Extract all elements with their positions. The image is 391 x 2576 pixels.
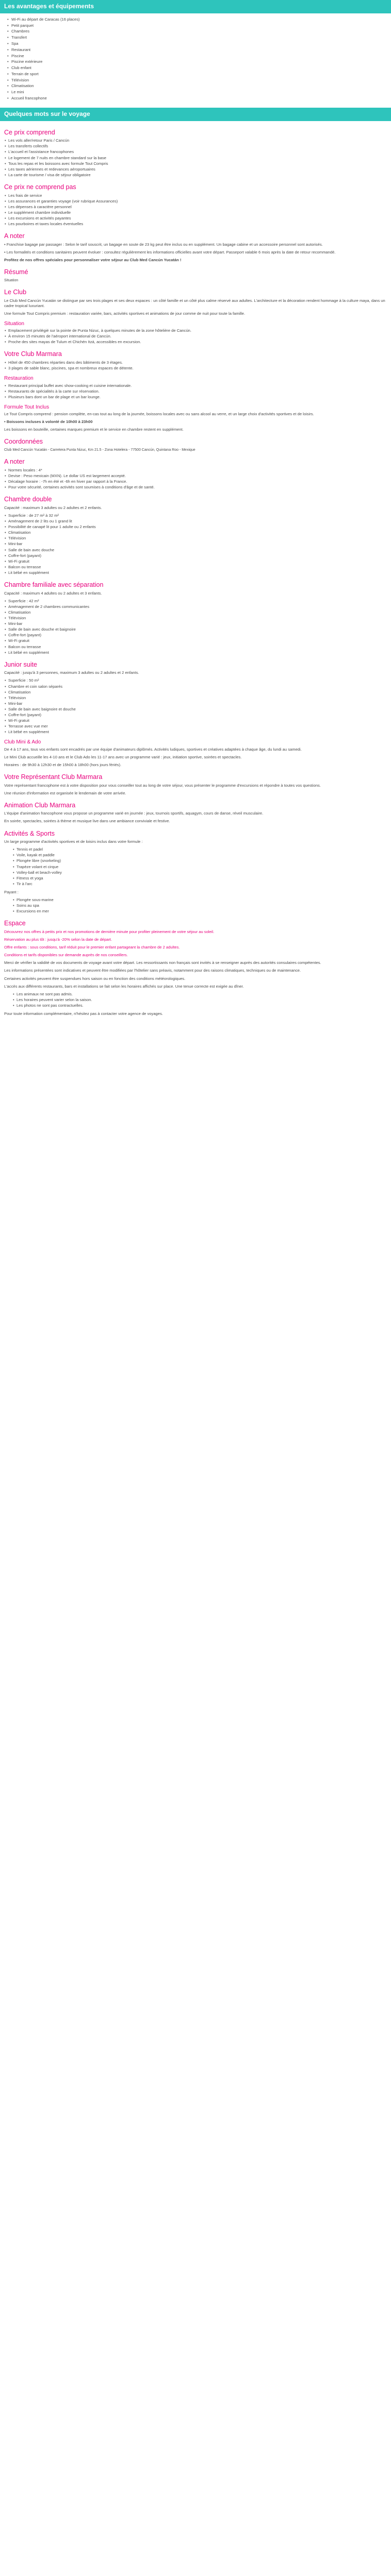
note-luggage: • Franchise bagage par passager : Selon le tarif souscrit, un bagage en soute de 23 kg peut être inclus ou en supplément. Un bagage cabine et un accessoire personnel sont autorisés.	[4, 242, 323, 247]
list-item: • Wi-Fi gratuit	[4, 718, 387, 723]
list-item: • Fitness et yoga	[12, 876, 387, 881]
activities-paid-list	[12, 897, 387, 914]
list-item: • Salle de bain avec baignoire et douche	[4, 707, 387, 712]
activities-intro: Un large programme d'activités sportives et de loisirs inclus dans votre formule :	[4, 839, 143, 844]
all-inclusive-text-2: • Boissons incluses à volonté de 10h00 à 23h00	[4, 419, 93, 425]
info-text-1: Merci de vérifier la validité de vos documents de voyage avant votre départ. Les ressortissants non français sont invités à se renseigner auprès des autorités consulaires compétentes.	[4, 960, 321, 965]
equipment-section	[0, 13, 391, 108]
list-item: • Les pourboires et taxes locales éventuelles	[4, 222, 387, 227]
section-title-activities: Activités & Sports	[4, 829, 55, 837]
list-item: • Les transferts collectifs	[4, 144, 387, 149]
list-item: • Lit bébé en supplément	[4, 650, 387, 655]
activities-list	[12, 847, 387, 887]
equipment-item: • Télévision	[7, 77, 387, 83]
list-item: • Climatisation	[4, 530, 387, 535]
list-item: • Mini-bar	[4, 541, 387, 547]
equipment-item: • Wi-Fi au départ de Caracas (16 places)	[7, 16, 387, 23]
offers-text-2: Réservation au plus tôt : jusqu'à -20% selon la date de départ.	[4, 937, 112, 942]
list-item: • Le supplément chambre individuelle	[4, 210, 387, 215]
list-item: • Trapèze volant et cirque	[12, 865, 387, 870]
list-item: • Décalage horaire : -7h en été et -6h en hiver par rapport à la France.	[4, 479, 387, 484]
list-item: • Chambre et coin salon séparés	[4, 684, 387, 689]
list-item: • Emplacement privilégié sur la pointe de Punta Nizuc, à quelques minutes de la zone hôtelière de Cancún.	[4, 328, 387, 333]
your-club-list	[4, 360, 387, 371]
list-item: • Tennis et padel	[12, 847, 387, 852]
section-title-your-club: Votre Club Marmara	[4, 350, 62, 358]
section-title-family-room: Chambre familiale avec séparation	[4, 581, 104, 589]
list-item: • Excursions en mer	[12, 909, 387, 914]
list-item: • Climatisation	[4, 610, 387, 615]
double-room-list	[4, 513, 387, 575]
list-item: • Restaurants de spécialités à la carte sur réservation.	[4, 389, 387, 394]
list-item: • Pour votre sécurité, certaines activités sont soumises à conditions d'âge et de santé.	[4, 485, 387, 490]
list-item: • Devise : Peso mexicain (MXN). Le dollar US est largement accepté.	[4, 473, 387, 479]
list-item: • Wi-Fi gratuit	[4, 638, 387, 643]
kids-club-text-2: Le Mini Club accueille les 4-10 ans et le Club Ado les 11-17 ans avec un programme varié : jeux, initiation sportive, soirées et spectacles.	[4, 754, 242, 759]
section-title-double-room: Chambre double	[4, 496, 52, 503]
list-item: • Hôtel de 450 chambres réparties dans des bâtiments de 3 étages.	[4, 360, 387, 365]
equipment-banner: Les avantages et équipements	[0, 0, 391, 13]
list-item: • Les animaux ne sont pas admis.	[12, 992, 387, 997]
page	[0, 0, 391, 1032]
equipment-list	[4, 16, 387, 101]
list-item: • Balcon ou terrasse	[4, 565, 387, 570]
section-title-price-excludes: Ce prix ne comprend pas	[4, 183, 76, 191]
contact-address: Club Med Cancún Yucatán - Carretera Punta Nizuc, Km 21.5 - Zona Hotelera - 77500 Cancún, Quintana Roo - Mexique	[4, 448, 196, 452]
list-item: • Volley-ball et beach-volley	[12, 870, 387, 875]
section-title-kids-club: Club Mini & Ado	[4, 739, 41, 745]
list-item: • Superficie : 50 m²	[4, 678, 387, 683]
equipment-item: • Petit parquet	[7, 23, 387, 29]
representative-text-2: Une réunion d'information est organisée le lendemain de votre arrivée.	[4, 790, 126, 795]
list-item: • Télévision	[4, 696, 387, 701]
list-item: • L'accueil et l'assistance francophones	[4, 149, 387, 155]
list-item: • Superficie : 42 m²	[4, 599, 387, 604]
family-room-capacity: Capacité : maximum 4 adultes ou 2 adultes et 3 enfants.	[4, 590, 102, 596]
list-item: • 3 plages de sable blanc, piscines, spa et nombreux espaces de détente.	[4, 366, 387, 371]
section-title-summary: Résumé	[4, 268, 28, 276]
list-item: • Aménagement de 2 chambres communicantes	[4, 604, 387, 609]
list-item: • Superficie : de 27 m² à 32 m²	[4, 513, 387, 518]
double-room-capacity: Capacité : maximum 3 adultes ou 2 adultes et 2 enfants.	[4, 505, 102, 510]
all-inclusive-text-3: Les boissons en bouteille, certaines marques premium et le service en chambre restent en supplément.	[4, 427, 184, 432]
list-item: • Salle de bain avec douche	[4, 548, 387, 553]
section-title-note: A noter	[4, 232, 25, 240]
all-inclusive-text-1: Le Tout Compris comprend : pension complète, en-cas tout au long de la journée, boissons locales avec ou sans alcool au verre, et un large choix d'activités sportives et de loisirs.	[4, 412, 314, 417]
list-item: • Possibilité de canapé lit pour 1 adulte ou 2 enfants	[4, 524, 387, 530]
contact-text: Pour toute information complémentaire, n'hésitez pas à contacter votre agence de voyages.	[4, 1011, 163, 1016]
section-title-restaurant: Restauration	[4, 376, 34, 382]
list-item: • Soins au spa	[12, 903, 387, 908]
section-title-junior-suite: Junior suite	[4, 660, 37, 668]
list-item: • Tous les repas et les boissons avec formule Tout Compris	[4, 161, 387, 166]
list-item: • Coffre-fort (payant)	[4, 633, 387, 638]
equipment-item: • Accueil francophone	[7, 95, 387, 101]
list-item: • Plusieurs bars dont un bar de plage et un bar lounge.	[4, 395, 387, 400]
equipment-item: • Transfert	[7, 35, 387, 41]
equipment-item: • Piscine extérieure	[7, 59, 387, 65]
family-room-list	[4, 599, 387, 655]
section-title-club: Le Club	[4, 288, 27, 296]
list-item: • À environ 15 minutes de l'aéroport international de Cancún.	[4, 334, 387, 339]
kids-club-text-3: Horaires : de 9h30 à 12h30 et de 15h00 à 18h00 (hors jours fériés).	[4, 762, 122, 767]
note-formalities: • Les formalités et conditions sanitaires peuvent évoluer : consultez régulièrement les informations officielles avant votre départ. Passeport valable 6 mois après la date de retour recommandé.	[4, 249, 336, 255]
equipment-item: • Terrain de sport	[7, 71, 387, 77]
list-item: • Proche des sites mayas de Tulum et Chichén Itzá, accessibles en excursion.	[4, 340, 387, 345]
animation-text-1: L'équipe d'animation francophone vous propose un programme varié en journée : jeux, tournois sportifs, aquagym, cours de danse, réveil musculaire.	[4, 811, 264, 816]
list-item: • Wi-Fi gratuit	[4, 559, 387, 564]
note-list	[4, 468, 387, 490]
junior-suite-capacity: Capacité : jusqu'à 3 personnes, maximum 3 adultes ou 2 adultes et 2 enfants.	[4, 670, 139, 675]
list-item: • Terrasse avec vue mer	[4, 724, 387, 729]
list-item: • Les frais de service	[4, 193, 387, 198]
list-item: • Les vols aller/retour Paris / Cancún	[4, 138, 387, 143]
club-text-2: Une formule Tout Compris premium : restauration variée, bars, activités sportives et animations de jour comme de nuit pour toute la famille.	[4, 311, 246, 316]
list-item: • Voile, kayak et paddle	[12, 853, 387, 858]
intro-banner: Quelques mots sur le voyage	[0, 108, 391, 121]
info-text-2: Les informations présentées sont indicatives et peuvent être modifiées par l'hôtelier sans préavis, notamment pour des raisons climatiques, techniques ou de maintenance.	[4, 968, 301, 973]
list-item: • Lit bébé en supplément	[4, 570, 387, 575]
note-offers: Profitez de nos offres spéciales pour personnaliser votre séjour au Club Med Cancún Yucatán !	[4, 257, 182, 262]
list-item: • Balcon ou terrasse	[4, 645, 387, 650]
list-item: • Mini-bar	[4, 701, 387, 706]
list-item: • La carte de tourisme / visa de séjour obligatoire	[4, 173, 387, 178]
section-title-offers: Espace	[4, 920, 26, 927]
list-item: • Les photos ne sont pas contractuelles.	[12, 1003, 387, 1008]
list-item: • Les dépenses à caractère personnel	[4, 205, 387, 210]
list-item: • Lit bébé en supplément	[4, 730, 387, 735]
equipment-item: • Le mini	[7, 89, 387, 95]
list-item: • Plongée sous-marine	[12, 897, 387, 903]
section-title-animation: Animation Club Marmara	[4, 801, 76, 809]
list-item: • Restaurant principal buffet avec show-cooking et cuisine internationale.	[4, 383, 387, 388]
list-item: • Les assurances et garanties voyage (voir rubrique Assurances)	[4, 199, 387, 204]
list-item: • Télévision	[4, 536, 387, 541]
offers-text-4: Conditions et tarifs disponibles sur demande auprès de nos conseillers.	[4, 953, 128, 958]
kids-club-text-1: De 4 à 17 ans, tous vos enfants sont encadrés par une équipe d'animateurs diplômés. Activités ludiques, sportives et créatives adaptées à chaque âge, du lundi au samedi.	[4, 747, 302, 752]
info-text-3: Certaines activités peuvent être suspendues hors saison ou en fonction des conditions météorologiques.	[4, 976, 186, 981]
section-title-contact: Coordonnées	[4, 438, 43, 446]
situation-list	[4, 328, 387, 345]
list-item: • Les horaires peuvent varier selon la saison.	[12, 997, 387, 1003]
section-title-situation: Situation	[4, 320, 24, 327]
section-title-representative: Votre Représentant Club Marmara	[4, 773, 103, 781]
list-item: • Plongée libre (snorkeling)	[12, 858, 387, 863]
equipment-item: • Spa	[7, 41, 387, 47]
restaurant-list	[4, 383, 387, 400]
offers-text-1: Découvrez nos offres à petits prix et nos promotions de dernière minute pour profiter pleinement de votre séjour au soleil.	[4, 929, 215, 934]
main-content	[0, 121, 391, 1022]
list-item: • Les taxes aériennes et redevances aéroportuaires	[4, 167, 387, 172]
rules-text: L'accès aux différents restaurants, bars et installations se fait selon les horaires affichés sur place. Une tenue correcte est exigée au dîner.	[4, 984, 244, 989]
club-text-1: Le Club Med Cancún Yucatán se distingue par ses trois plages et ses deux espaces : un côté famille et un côté plus calme réservé aux adultes. L'architecture et la décoration rendent hommage à la culture maya, dans un cadre tropical luxuriant.	[4, 298, 385, 308]
animation-text-2: En soirée, spectacles, soirées à thème et musique live dans une ambiance conviviale et festive.	[4, 819, 170, 824]
list-item: • Les excursions et activités payantes	[4, 216, 387, 221]
summary-subtitle: Situation	[4, 278, 19, 282]
equipment-item: • Climatisation	[7, 83, 387, 89]
offers-text-3: Offre enfants : sous conditions, tarif réduit pour le premier enfant partageant la chambre de 2 adultes.	[4, 945, 180, 950]
section-title-note-2: A noter	[4, 458, 25, 466]
list-item: • Coffre-fort (payant)	[4, 713, 387, 718]
list-item: • Salle de bain avec douche et baignoire	[4, 627, 387, 632]
equipment-item: • Chambres	[7, 28, 387, 35]
junior-suite-list	[4, 678, 387, 735]
list-item: • Climatisation	[4, 690, 387, 695]
list-item: • Télévision	[4, 616, 387, 621]
representative-text-1: Votre représentant francophone est à votre disposition pour vous conseiller tout au long de votre séjour, vous présenter le programme d'excursions et répondre à toutes vos questions.	[4, 783, 321, 788]
equipment-item: • Piscine	[7, 53, 387, 59]
price-includes-list	[4, 138, 387, 178]
equipment-item: • Club enfant	[7, 65, 387, 71]
section-title-price-includes: Ce prix comprend	[4, 128, 55, 136]
activities-paid-label: Payant :	[4, 889, 19, 894]
list-item: • Tir à l'arc	[12, 882, 387, 887]
list-item: • Normes locales : 4*	[4, 468, 387, 473]
list-item: • Mini-bar	[4, 621, 387, 626]
list-item: • Le logement de 7 nuits en chambre standard sur la base	[4, 156, 387, 161]
equipment-item: • Restaurant	[7, 47, 387, 53]
price-excludes-list	[4, 193, 387, 227]
list-item: • Coffre-fort (payant)	[4, 553, 387, 558]
rules-list	[12, 992, 387, 1008]
list-item: • Aménagement de 2 lits ou 1 grand lit	[4, 519, 387, 524]
section-title-all-inclusive: Formule Tout Inclus	[4, 404, 50, 410]
